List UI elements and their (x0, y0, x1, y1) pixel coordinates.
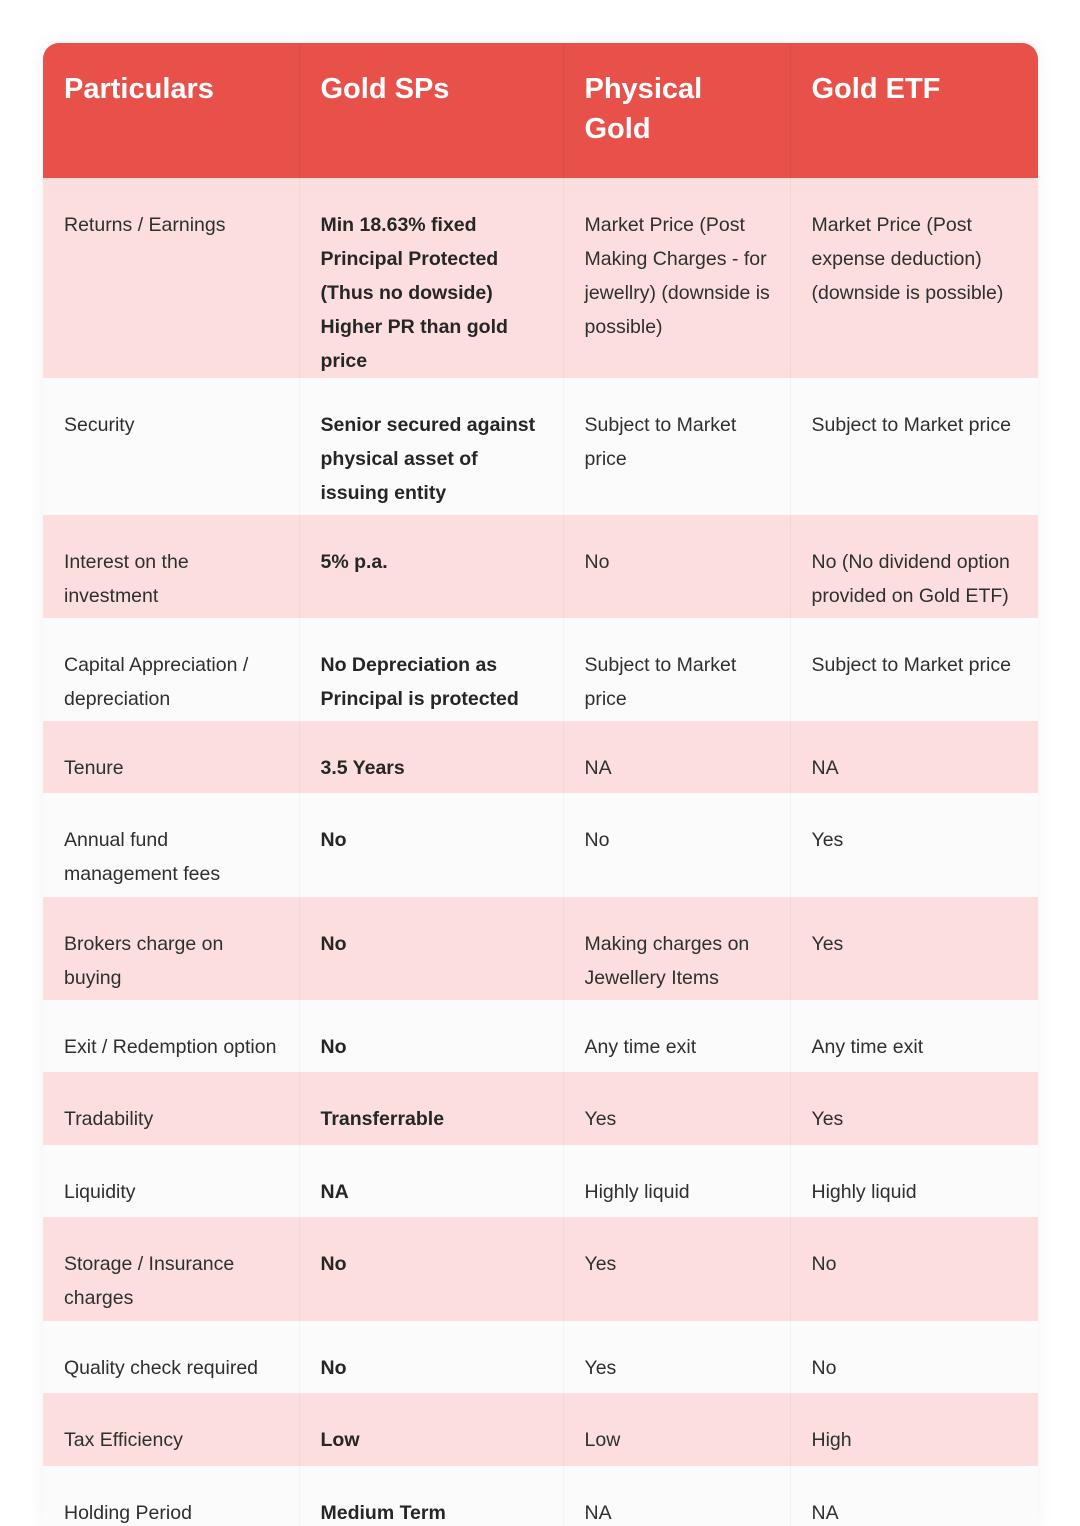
gold-sps-cell: No Depreciation as Principal is protected (299, 618, 563, 721)
row-label: Interest on the investment (43, 515, 299, 618)
gold-sps-cell: NA (299, 1145, 563, 1217)
gold-sps-cell: No (299, 793, 563, 897)
gold-sps-cell: Low (299, 1393, 563, 1466)
table-row (43, 1217, 1038, 1321)
row-label: Exit / Redemption option (43, 1000, 299, 1072)
table-row (43, 793, 1038, 897)
header-particulars: Particulars (43, 43, 299, 178)
gold-etf-cell: No (No dividend option provided on Gold ETF) (811, 551, 1010, 607)
table-row (43, 178, 1038, 378)
row-label: Tradability (43, 1072, 299, 1145)
gold-sps-cell: No (299, 897, 563, 1000)
gold-sps-cell: Senior secured against physical asset of issuing entity (299, 378, 563, 515)
physical-gold-cell: No (563, 515, 790, 618)
header-gold-etf: Gold ETF (811, 73, 941, 105)
physical-gold-cell: Yes (563, 1072, 790, 1145)
gold-sps-cell: Min 18.63% fixed Principal Protected (Thus no dowside) Higher PR than gold price (299, 178, 563, 378)
gold-etf-cell: NA (811, 757, 839, 779)
table-row (43, 721, 1038, 793)
physical-gold-cell: Subject to Market price (563, 618, 790, 721)
table-row (43, 897, 1038, 1000)
gold-sps-cell: Medium Term (299, 1466, 563, 1526)
physical-gold-cell: Subject to Market price (563, 378, 790, 515)
table-row (43, 1321, 1038, 1393)
physical-gold-cell: Low (563, 1393, 790, 1466)
comparison-card (43, 43, 1038, 1526)
gold-etf-cell: Highly liquid (811, 1181, 917, 1203)
gold-etf-cell: Yes (811, 829, 844, 851)
table-row (43, 1466, 1038, 1526)
gold-etf-cell: Subject to Market price (811, 414, 1011, 436)
gold-etf-cell: No (811, 1357, 837, 1379)
gold-etf-cell: NA (811, 1502, 839, 1524)
gold-etf-cell: Subject to Market price (811, 654, 1011, 676)
table-row (43, 1000, 1038, 1072)
physical-gold-cell: Making charges on Jewellery Items (563, 897, 790, 1000)
gold-sps-cell: No (299, 1217, 563, 1321)
gold-sps-cell: No (299, 1000, 563, 1072)
gold-sps-cell: 5% p.a. (299, 515, 563, 618)
row-label: Tenure (43, 721, 299, 793)
header-row (43, 43, 1038, 178)
row-label: Security (43, 378, 299, 515)
row-label: Quality check required (43, 1321, 299, 1393)
gold-etf-cell: Any time exit (811, 1036, 924, 1058)
table-row (43, 1145, 1038, 1217)
row-label: Capital Appreciation / depreciation (43, 618, 299, 721)
physical-gold-cell: Highly liquid (563, 1145, 790, 1217)
physical-gold-cell: Any time exit (563, 1000, 790, 1072)
gold-etf-cell: No (811, 1253, 837, 1275)
physical-gold-cell: Yes (563, 1321, 790, 1393)
gold-sps-cell: Transferrable (299, 1072, 563, 1145)
row-label: Storage / Insurance charges (43, 1217, 299, 1321)
gold-etf-cell: High (811, 1429, 852, 1451)
row-label: Liquidity (43, 1145, 299, 1217)
physical-gold-cell: NA (563, 721, 790, 793)
header-gold-sps: Gold SPs (299, 43, 563, 178)
gold-etf-cell: Yes (811, 933, 844, 955)
row-label: Annual fund management fees (43, 793, 299, 897)
row-label: Tax Efficiency (43, 1393, 299, 1466)
table-row (43, 1072, 1038, 1145)
physical-gold-cell: No (563, 793, 790, 897)
physical-gold-cell: Market Price (Post Making Charges - for jewellry) (downside is possible) (563, 178, 790, 378)
table-row (43, 378, 1038, 515)
row-label: Holding Period (43, 1466, 299, 1526)
physical-gold-cell: NA (563, 1466, 790, 1526)
physical-gold-cell: Yes (563, 1217, 790, 1321)
gold-etf-cell: Market Price (Post expense deduction) (downside is possible) (811, 214, 1004, 304)
comparison-table (43, 43, 1038, 1526)
gold-sps-cell: No (299, 1321, 563, 1393)
table-row (43, 1393, 1038, 1466)
gold-etf-cell: Yes (811, 1108, 844, 1130)
gold-sps-cell: 3.5 Years (299, 721, 563, 793)
row-label: Brokers charge on buying (43, 897, 299, 1000)
header-physical-gold: Physical Gold (563, 43, 790, 178)
row-label: Returns / Earnings (43, 178, 299, 378)
table-row (43, 515, 1038, 618)
table-row (43, 618, 1038, 721)
